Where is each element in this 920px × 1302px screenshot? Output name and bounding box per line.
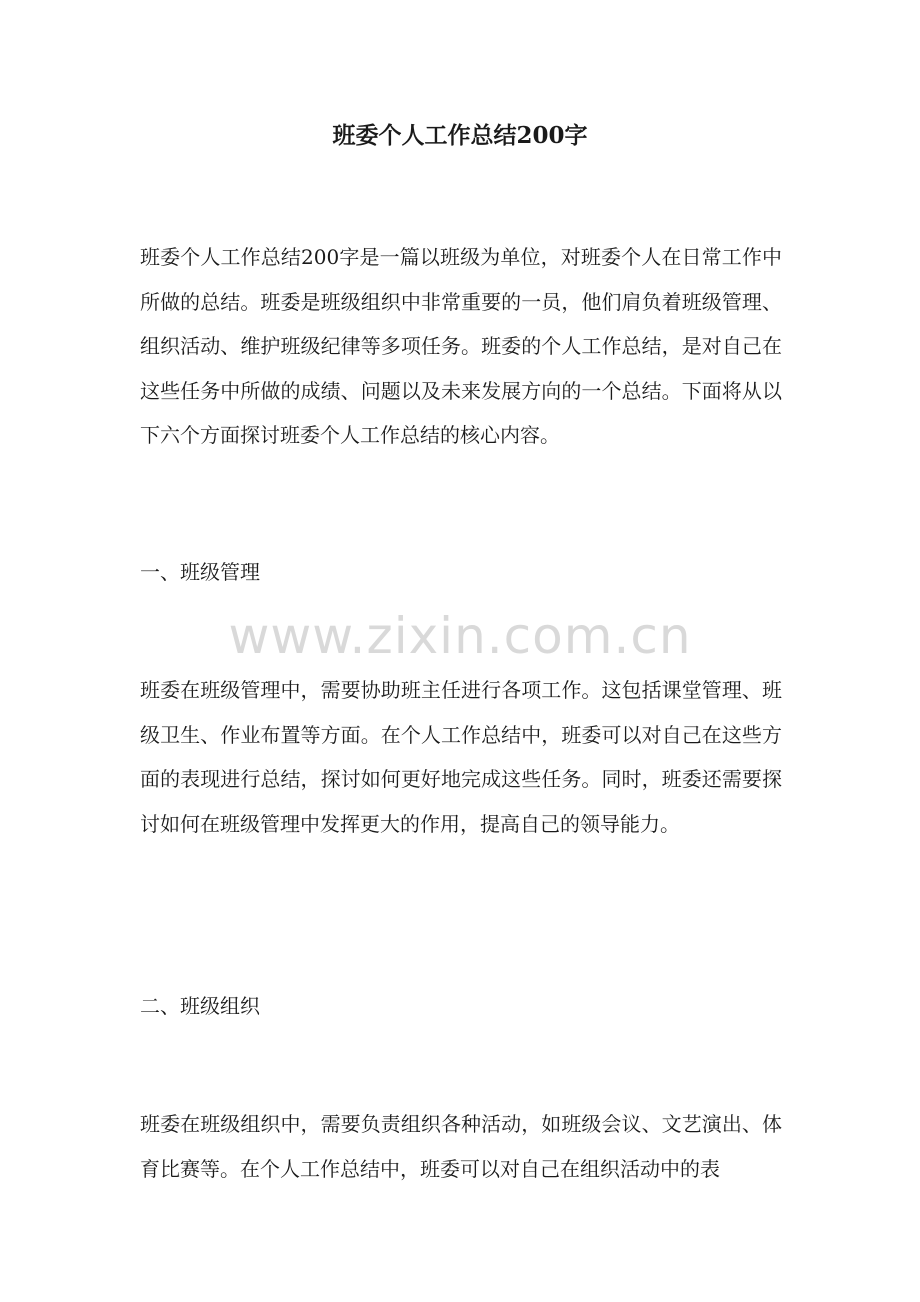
section-body-class-management: 班委在班级管理中，需要协助班主任进行各项工作。这包括课堂管理、班级卫生、作业布置等方面。在个人工作总结中，班委可以对自己在这些方面的表现进行总结，探讨如何更好地完成这些任务。同时，班委还需要探讨如何在班级管理中发挥更大的作用，提高自己的领导能力。 — [140, 678, 782, 836]
section-body-class-organization: 班委在班级组织中，需要负责组织各种活动，如班级会议、文艺演出、体育比赛等。在个人工作总结中，班委可以对自己在组织活动中的表 — [140, 1112, 782, 1181]
watermark-text: www.zixin.com.cn — [228, 607, 692, 665]
section-heading-class-organization: 二、班级组织 — [140, 994, 260, 1018]
intro-paragraph: 班委个人工作总结200字是一篇以班级为单位，对班委个人在日常工作中所做的总结。班委是班级组织中非常重要的一员，他们肩负着班级管理、组织活动、维护班级纪律等多项任务。班委的个人工作总结，是对自己在这些任务中所做的成绩、问题以及未来发展方向的一个总结。下面将从以下六个方面探讨班委个人工作总结的核心内容。 — [140, 245, 782, 447]
document-title: 班委个人工作总结200字 — [332, 122, 588, 149]
section-heading-class-management: 一、班级管理 — [140, 560, 260, 584]
